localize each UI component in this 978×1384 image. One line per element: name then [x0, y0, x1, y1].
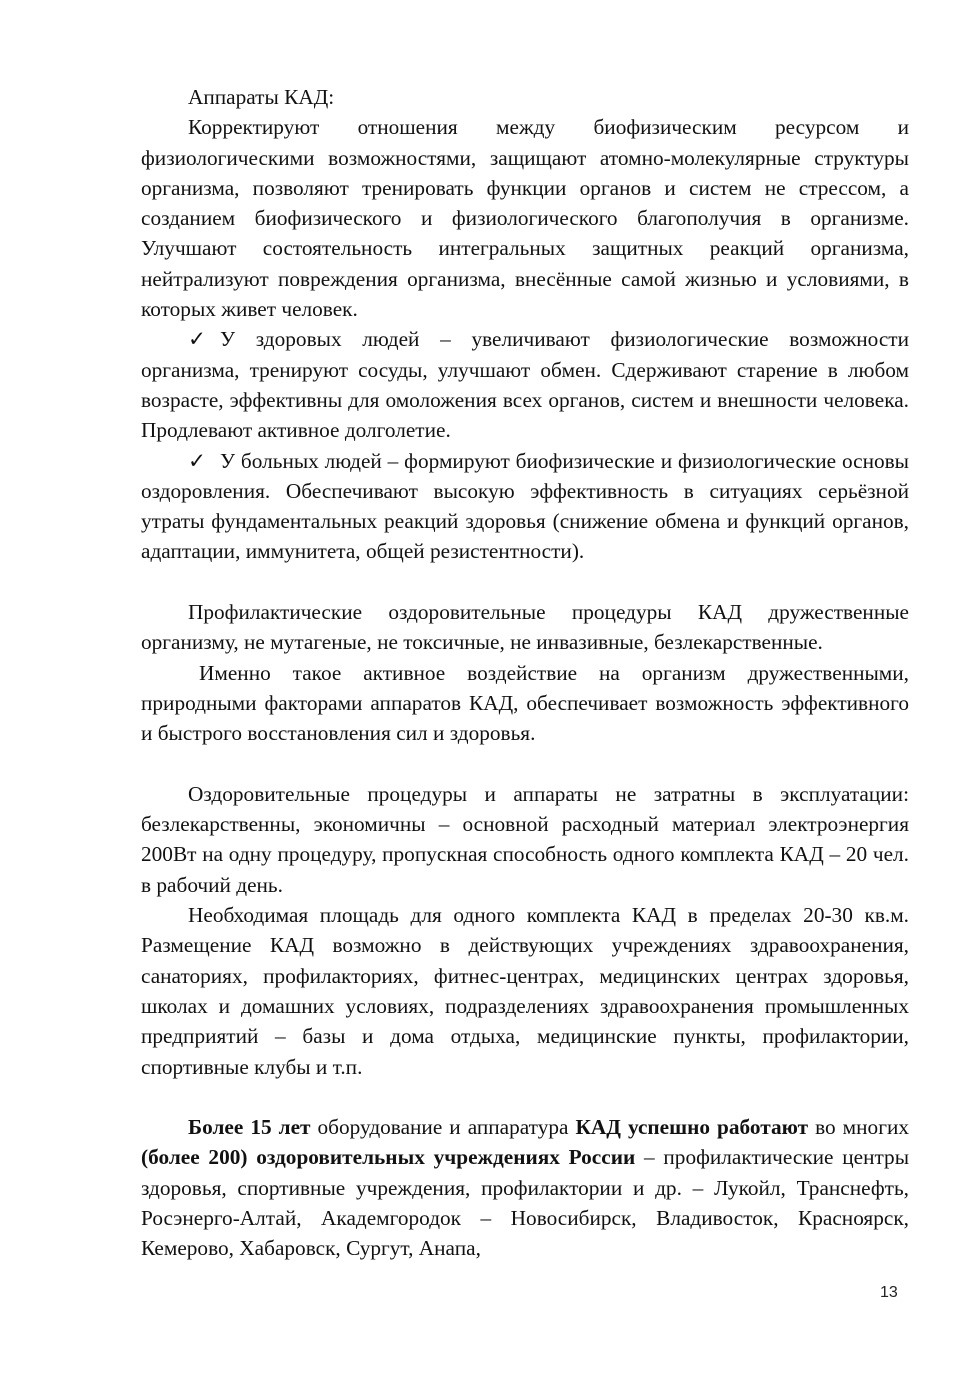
bullet-healthy-text: У здоровых людей – увеличивают физиологические возможности организма, тренируют сосуды, улучшают обмен. Сдерживают старение в любом возрасте, эффективны для омоложения всех органов, систем и внешности человека. Продлевают активное долголетие.: [141, 327, 909, 443]
text-run: во многих: [808, 1115, 909, 1140]
page-number: 13: [880, 1284, 898, 1301]
checkmark-icon: ✓: [188, 327, 206, 352]
checkmark-icon: ✓: [188, 448, 206, 473]
bullet-sick-text: У больных людей – формируют биофизические и физиологические основы оздоровления. Обеспечивают высокую эффективность в ситуациях серьёзной утраты фундаментальных реакций здоровья (снижение обмена и функций органов, адаптации, иммунитета, общей резистентности).: [141, 448, 909, 564]
paragraph-area-placement: Необходимая площадь для одного комплекта КАД в пределах 20-30 кв.м. Размещение КАД возможно в действующих учреждениях здравоохранения, санаториях, профилакториях, фитнес-центрах, медицинских центрах здоровья, школах и домашних условиях, подразделениях здравоохранения промышленных предприятий – базы и дома отдыха, медицинские пункты, профилактории, спортивные клубы и т.п.: [141, 903, 909, 1079]
text-run: оборудование и аппаратура: [310, 1115, 576, 1140]
bold-institutions: (более 200) оздоровительных учреждениях России: [141, 1145, 636, 1170]
bullet-sick-people: [141, 446, 909, 567]
spacer: [141, 749, 909, 779]
section-heading: Аппараты КАД:: [188, 85, 335, 109]
paragraph-costs: Оздоровительные процедуры и аппараты не затратны в эксплуатации: безлекарственны, экономичны – основной расходный материал электроэнергия 200Вт на одну процедуру, пропускная способность одного комплекта КАД – 20 чел. в рабочий день.: [141, 781, 909, 897]
bold-kad-success: КАД успешно работают: [575, 1115, 809, 1140]
paragraph-experience: [141, 1112, 909, 1263]
bullet-healthy-people: [141, 324, 909, 445]
text-run: – профилактические центры здоровья, спортивные учреждения, профилактории и др. – Лукойл, Транснефть, Росэнерго-Алтай, Академгородок – Новосибирск, Владивосток, Красноярск, Кемерово, Хабаровск, Сургут, Анапа,: [141, 1145, 910, 1261]
paragraph-kad-functions: Корректируют отношения между биофизическим ресурсом и физиологическими возможностями, защищают атомно-молекулярные структуры организма, позволяют тренировать функции органов и систем не стрессом, а созданием биофизического и физиологического благополучия в организме. Улучшают состоятельность интегральных защитных реакций организма, нейтрализуют повреждения организма, внесённые самой жизнью и условиями, в которых живет человек.: [141, 115, 909, 322]
spacer: [141, 1082, 909, 1112]
bold-years: Более 15 лет: [188, 1115, 311, 1140]
paragraph-natural-factors: Именно такое активное воздействие на организм дружественными, природными факторами аппаратов КАД, обеспечивает возможность эффективного и быстрого восстановления сил и здоровья.: [141, 660, 909, 746]
paragraph-preventive: Профилактические оздоровительные процедуры КАД дружественные организму, не мутагеные, не токсичные, не инвазивные, безлекарственные.: [141, 600, 909, 655]
page-content: [141, 82, 909, 1264]
spacer: [141, 567, 909, 597]
